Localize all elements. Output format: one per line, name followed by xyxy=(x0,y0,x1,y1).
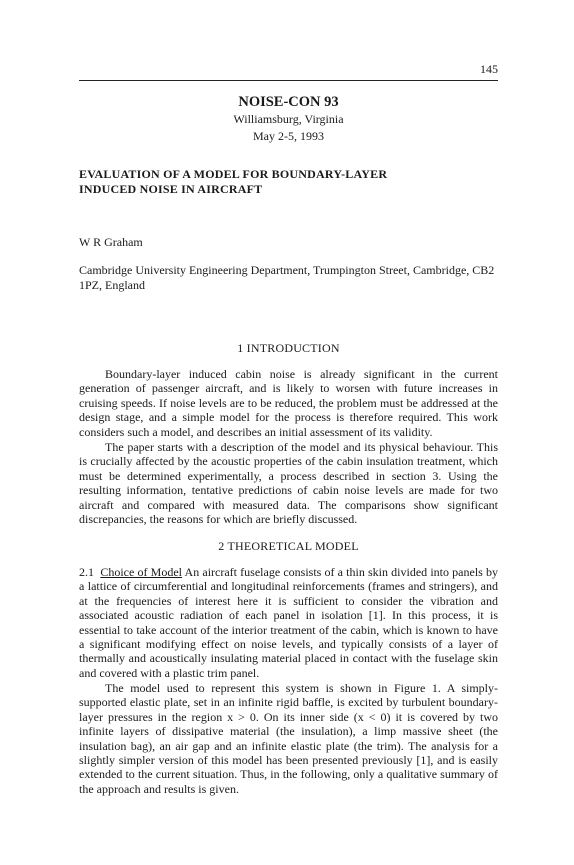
conference-dates: May 2-5, 1993 xyxy=(253,129,324,143)
model-paragraph-2: The model used to represent this system is shown in Figure 1. A simply-supported elastic plate, set in an infinite rigid baffle, is excited by turbulent boundary-layer pressures in the region x > 0. On its inner side (x < 0) it is covered by two infinite layers of dissipative material (the insulation), a limp massive sheet (the insulation bag), an air gap and an infinite elastic plate (the trim). The analysis for a slightly simpler version of this model has been presented previously [1], and is easily extended to the current situation. Thus, in the following, only a qualitative summary of the approach and results is given. xyxy=(79,681,498,796)
intro-paragraph-2: The paper starts with a description of the model and its physical behaviour. This is crucially affected by the acoustic properties of the cabin insulation treatment, which must be determined experimentally, a process described in section 3. Using the resulting information, tentative predictions of cabin noise levels are made for two aircraft and compared with measured data. The comparisons show significant discrepancies, the reasons for which are briefly discussed. xyxy=(79,440,498,527)
intro-paragraph-1: Boundary-layer induced cabin noise is already significant in the current generation of passenger aircraft, and is likely to worsen with future increases in cruising speeds. If noise levels are to be reduced, the problem must be addressed at the design stage, and a simple model for the process is therefore required. This work considers such a model, and describes an initial assessment of its validity. xyxy=(79,367,498,439)
subsection-number: 2.1 xyxy=(79,565,94,579)
conference-block xyxy=(79,94,498,145)
subsection-title: Choice of Model xyxy=(100,565,183,579)
paper-title-line-1: EVALUATION OF A MODEL FOR BOUNDARY-LAYER xyxy=(79,167,388,181)
section-heading-theoretical-model: 2 THEORETICAL MODEL xyxy=(218,539,359,553)
author: W R Graham xyxy=(79,235,143,249)
model-paragraph-1 xyxy=(79,565,498,680)
affiliation: Cambridge University Engineering Department, Trumpington Street, Cambridge, CB2 1PZ, England xyxy=(79,263,495,292)
page-number: 145 xyxy=(480,62,498,76)
conference-name: NOISE-CON 93 xyxy=(238,94,339,110)
conference-location: Williamsburg, Virginia xyxy=(233,112,344,126)
header-rule xyxy=(79,80,498,81)
section-heading-introduction: 1 INTRODUCTION xyxy=(237,341,340,355)
paper-title xyxy=(79,167,498,197)
model-paragraph-1-text: An aircraft fuselage consists of a thin skin divided into panels by a lattice of circumferential and longitudinal reinforcements (frames and stringers), and at the frequencies of interest here it is sufficient to consider the vibration and associated acoustic radiation of each panel in isolation [1]. In this process, it is essential to take account of the interior treatment of the cabin, which is known to have a significant modifying effect on noise levels, and typically consists of a layer of thermally and acoustically insulating material placed in contact with the fuselage skin and covered with a plastic trim panel. xyxy=(79,565,498,680)
paper-title-line-2: INDUCED NOISE IN AIRCRAFT xyxy=(79,182,263,196)
